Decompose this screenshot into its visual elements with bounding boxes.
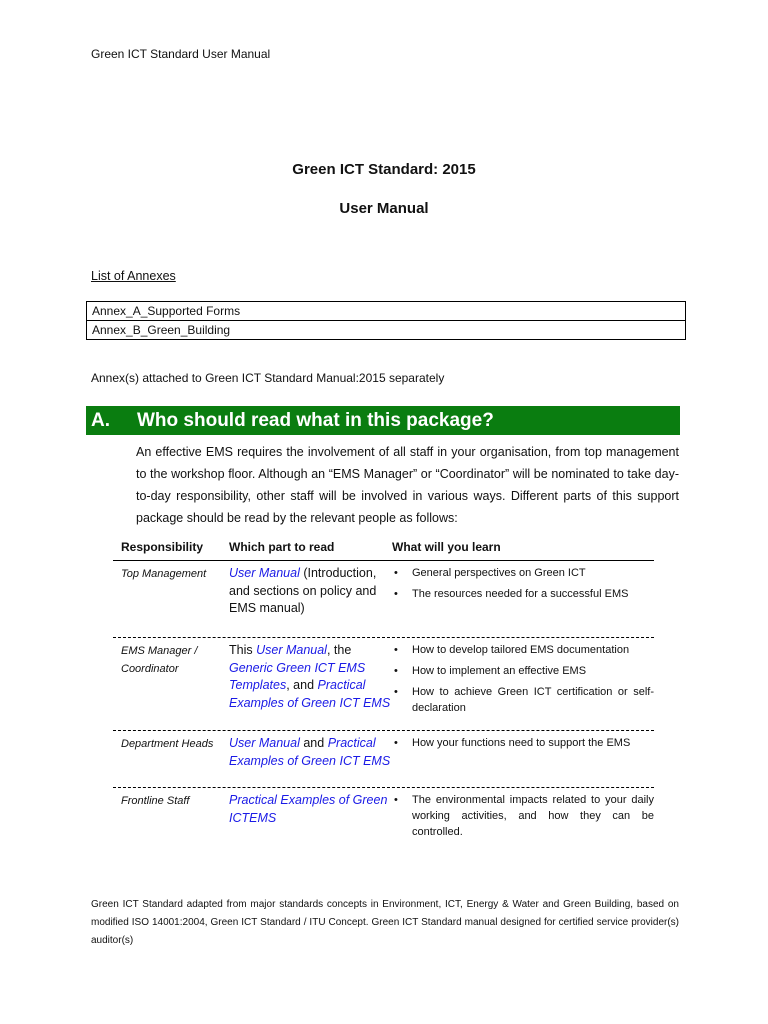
table-row <box>113 561 654 638</box>
running-header: Green ICT Standard User Manual <box>91 47 271 61</box>
annex-row <box>87 321 686 340</box>
part-to-read-cell <box>229 565 392 637</box>
learning-item: • How to achieve Green ICT certification or self-declaration <box>392 684 654 716</box>
annex-table <box>86 301 686 340</box>
annex-list-heading: List of Annexes <box>91 269 176 283</box>
part-to-read-cell <box>229 792 392 848</box>
document-link[interactable]: Practical Examples of Green ICT EMS <box>229 678 391 710</box>
role-cell: Top Management <box>121 568 207 580</box>
annex-row <box>87 302 686 321</box>
footer-note: Green ICT Standard adapted from major standards concepts in Environment, ICT, Energy & Water and Green Building, based on modified ISO 14001:2004, Green ICT Standard / ITU Concept. Green ICT Standard manual designed for certified service provider(s) auditor(s) <box>91 899 679 946</box>
learning-cell <box>392 642 654 730</box>
learning-item: • How to implement an effective EMS <box>392 663 654 679</box>
part-text: and <box>299 736 328 750</box>
learning-item: • General perspectives on Green ICT <box>392 565 654 581</box>
document-subtitle: User Manual <box>339 200 429 217</box>
table-header-row <box>113 534 654 561</box>
learning-list <box>392 565 654 602</box>
section-title: Who should read what in this package? <box>137 409 494 431</box>
document-link[interactable]: Practical Examples of Green ICT EMS <box>229 736 391 768</box>
annex-note: Annex(s) attached to Green ICT Standard Manual:2015 separately <box>91 371 445 385</box>
section-heading-bar <box>86 406 680 435</box>
part-to-read-cell <box>229 735 392 787</box>
part-text: This <box>229 643 257 657</box>
learning-item: • How your functions need to support the EMS <box>392 735 654 751</box>
learning-cell <box>392 735 654 787</box>
section-letter: A. <box>91 409 110 431</box>
part-to-read-cell <box>229 642 392 730</box>
role-cell: Department Heads <box>121 738 214 750</box>
header-responsibility: Responsibility <box>121 540 204 554</box>
part-text: , the <box>326 643 352 657</box>
part-text: (Introduction, and sections on policy and EMS manual) <box>229 566 377 615</box>
learning-cell <box>392 792 654 848</box>
table-row <box>113 638 654 731</box>
header-part-to-read: Which part to read <box>229 540 335 554</box>
document-link[interactable]: User Manual <box>229 736 300 750</box>
annex-item: Annex_A_Supported Forms <box>87 302 686 321</box>
learning-list <box>392 642 654 716</box>
annex-item: Annex_B_Green_Building <box>87 321 686 340</box>
intro-paragraph: An effective EMS requires the involvement of all staff in your organisation, from top management to the workshop floor. Although an “EMS Manager” or “Coordinator” will be nominated to take day-to-day responsibility, other staff will be involved in various ways. Different parts of this support package should be read by the relevant people as follows: <box>136 445 679 525</box>
role-cell: EMS Manager / Coordinator <box>121 645 198 675</box>
learning-item: • The environmental impacts related to your daily working activities, and how they can be controlled. <box>392 792 654 840</box>
document-link[interactable]: User Manual <box>229 566 300 580</box>
document-link[interactable]: Practical Examples of Green ICTEMS <box>229 793 388 825</box>
part-text: , and <box>286 678 318 692</box>
table-row <box>113 788 654 848</box>
learning-list <box>392 735 654 751</box>
document-link[interactable]: Generic Green ICT EMS Templates <box>229 660 366 692</box>
document-link[interactable]: User Manual <box>256 643 327 657</box>
header-what-you-learn: What will you learn <box>392 540 501 554</box>
table-body <box>113 561 654 848</box>
learning-cell <box>392 565 654 637</box>
learning-item: • The resources needed for a successful EMS <box>392 586 654 602</box>
responsibility-table <box>113 534 654 848</box>
learning-list <box>392 792 654 840</box>
role-cell: Frontline Staff <box>121 795 190 807</box>
learning-item: • How to develop tailored EMS documentation <box>392 642 654 658</box>
table-row <box>113 731 654 788</box>
document-title: Green ICT Standard: 2015 <box>292 161 476 178</box>
